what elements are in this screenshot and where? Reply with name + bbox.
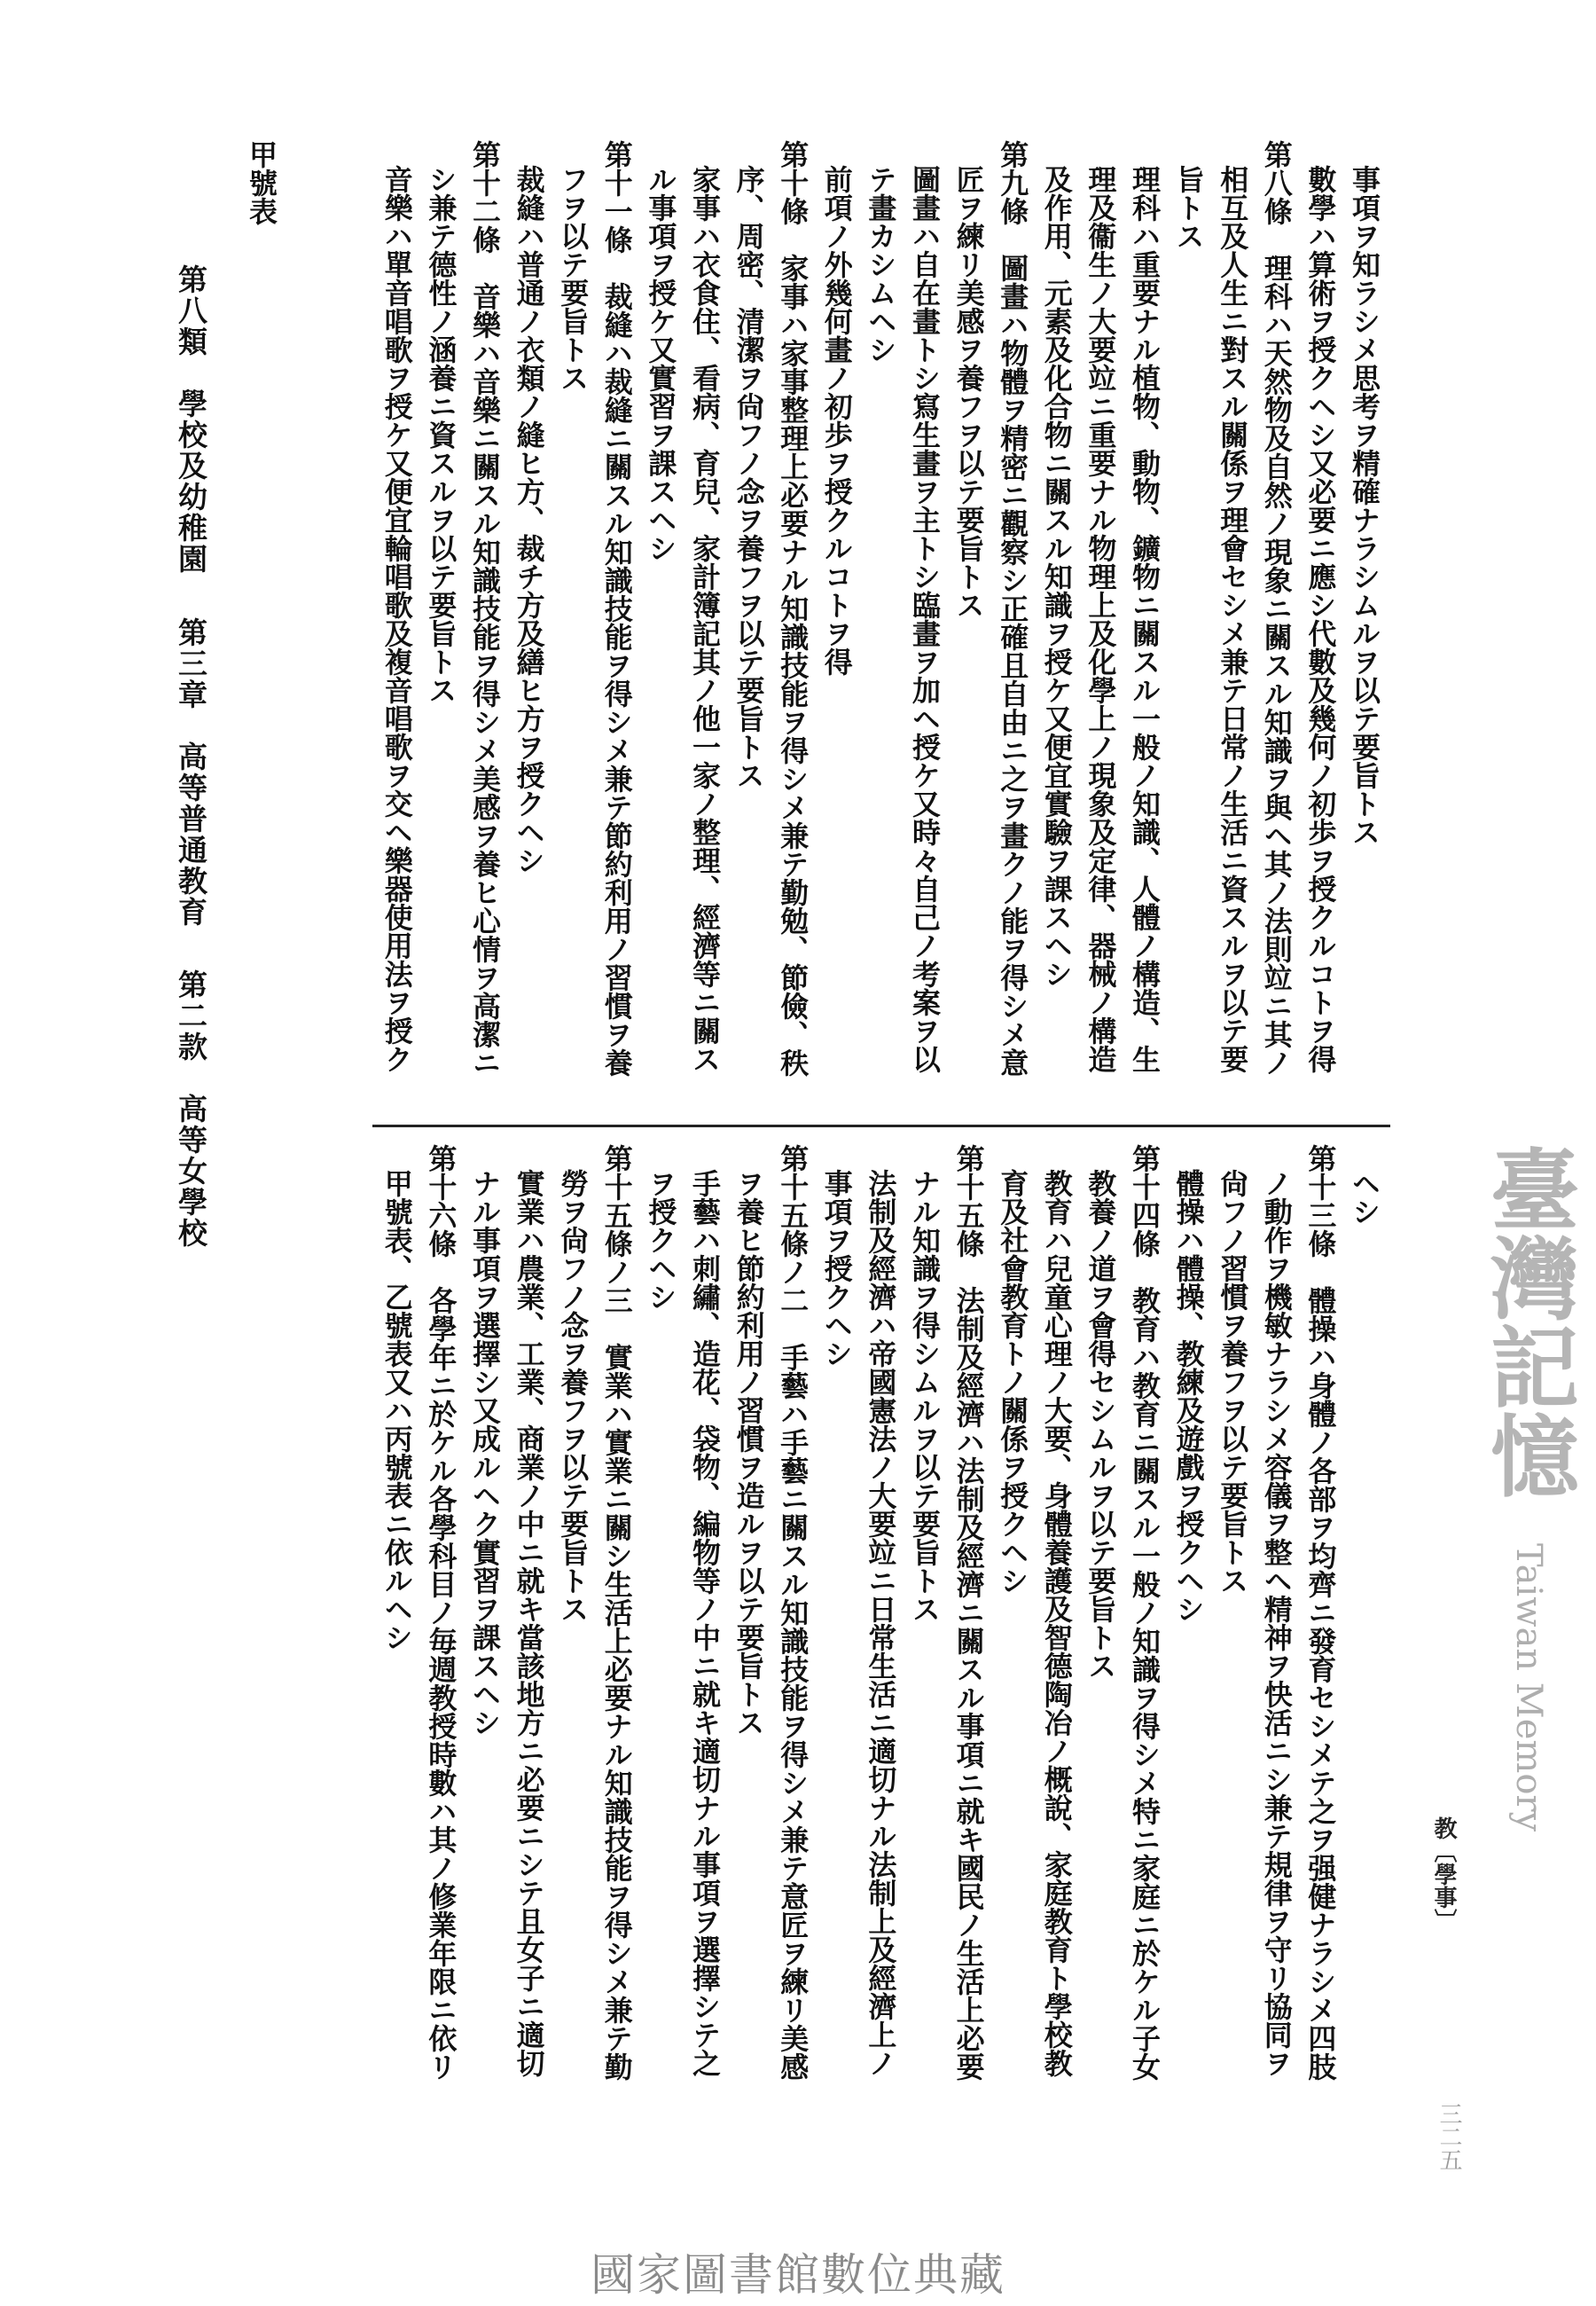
article-heading-column: 第十五條 法制及經濟ハ法制及經濟ニ關スル事項ニ就キ國民ノ生活上必要 bbox=[951, 1144, 986, 2081]
text-column: 序、周密、清潔ヲ尙フノ念ヲ養フヲ以テ要旨トス bbox=[732, 165, 766, 789]
text-column: ヲ授クヘシ bbox=[644, 1169, 678, 1311]
page-number: 三二五 bbox=[1436, 2102, 1462, 2171]
text-column: 尙フノ習慣ヲ養フヲ以テ要旨トス bbox=[1216, 1169, 1250, 1595]
watermark-subtitle: Taiwan Memory bbox=[1508, 1543, 1549, 1832]
text-column: 家事ハ衣食住、看病、育兒、家計簿記其ノ他一家ノ整理、經濟等ニ關ス bbox=[688, 165, 722, 1073]
article-heading-column: 第十五條ノ三 實業ハ實業ニ關シ生活上必要ナル知識技能ヲ得シメ兼テ勤 bbox=[599, 1144, 634, 2081]
article-heading-column: 第十四條 教育ハ教育ニ關スル一般ノ知識ヲ得シメ特ニ家庭ニ於ケル子女 bbox=[1128, 1144, 1162, 2081]
article-heading-column: 第十條 家事ハ家事整理上必要ナル知識技能ヲ得シメ兼テ勤勉、節儉、秩 bbox=[776, 140, 810, 1077]
text-column: 音樂ハ單音唱歌ヲ授ケ又便宜輪唱歌及複音唱歌ヲ交ヘ樂器使用法ヲ授ク bbox=[379, 165, 414, 1073]
text-column: 理科ハ重要ナル植物、動物、鑛物ニ關スル一般ノ知識、人體ノ構造、生 bbox=[1128, 165, 1162, 1073]
text-column: テ畫カシムヘシ bbox=[864, 165, 898, 364]
text-column: ヘシ bbox=[1348, 1169, 1381, 1226]
text-column: 教養ノ道ヲ會得セシムルヲ以テ要旨トス bbox=[1084, 1169, 1118, 1680]
text-column: 體操ハ體操、教練及遊戲ヲ授クヘシ bbox=[1171, 1169, 1206, 1623]
text-column: 裁縫ハ普通ノ衣類ノ縫ヒ方、裁チ方及繕ヒ方ヲ授クヘシ bbox=[512, 165, 546, 875]
running-title-category: 第八類 學校及幼稚園 bbox=[174, 264, 208, 575]
text-column: 匠ヲ練リ美感ヲ養フヲ以テ要旨トス bbox=[951, 165, 986, 619]
running-title bbox=[170, 264, 212, 1279]
watermark-logo: 臺灣記憶 bbox=[1475, 1144, 1580, 1499]
text-column: 及作用、元素及化合物ニ關スル知識ヲ授ケ又便宜實驗ヲ課スヘシ bbox=[1039, 165, 1074, 988]
text-column: ヲ養ヒ節約利用ノ習慣ヲ造ルヲ以テ要旨トス bbox=[732, 1169, 766, 1737]
text-column: 圖畫ハ自在畫トシ寫生畫ヲ主トシ臨畫ヲ加ヘ授ケ又時々自己ノ考案ヲ以 bbox=[908, 165, 942, 1073]
running-title-section: 第二款 高等女學校 bbox=[174, 969, 208, 1249]
text-column: 育及社會教育トノ關係ヲ授クヘシ bbox=[996, 1169, 1030, 1595]
text-column: 旨トス bbox=[1171, 165, 1206, 250]
text-column: ノ動作ヲ機敏ナラシメ容儀ヲ整ヘ精神ヲ快活ニシ兼テ規律ヲ守リ協同ヲ bbox=[1259, 1169, 1294, 2077]
text-column: シ兼テ德性ノ涵養ニ資スルヲ以テ要旨トス bbox=[424, 165, 458, 704]
text-column: 勞ヲ尙フノ念ヲ養フヲ以テ要旨トス bbox=[556, 1169, 591, 1623]
text-column: 數學ハ算術ヲ授クヘシ又必要ニ應シ代數及幾何ノ初歩ヲ授クルコトヲ得 bbox=[1303, 165, 1338, 1073]
article-heading-column: 第九條 圖畫ハ物體ヲ精密ニ觀察シ正確且自由ニ之ヲ畫クノ能ヲ得シメ意 bbox=[996, 140, 1030, 1077]
table-label: 甲號表 bbox=[245, 140, 278, 225]
text-column: ナル知識ヲ得シムルヲ以テ要旨トス bbox=[908, 1169, 942, 1623]
text-column: 甲號表、乙號表又ハ丙號表ニ依ルヘシ bbox=[379, 1169, 414, 1651]
footer-credit: 國家圖書館數位典藏 bbox=[591, 2249, 1005, 2301]
article-heading-column: 第八條 理科ハ天然物及自然ノ現象ニ關スル知識ヲ與ヘ其ノ法則竝ニ其ノ bbox=[1259, 140, 1294, 1077]
text-column: 事項ヲ授クヘシ bbox=[819, 1169, 854, 1368]
section-divider-line bbox=[372, 1125, 1390, 1127]
text-column: ル事項ヲ授ケ又實習ヲ課スヘシ bbox=[644, 165, 678, 562]
article-heading-column: 第十六條 各學年ニ於ケル各學科目ノ毎週教授時數ハ其ノ修業年限ニ依リ bbox=[424, 1144, 458, 2081]
article-heading-column: 第十三條 體操ハ身體ノ各部ヲ均齊ニ發育セシメテ之ヲ强健ナラシメ四肢 bbox=[1303, 1144, 1338, 2081]
text-column: ナル事項ヲ選擇シ又成ルヘク實習ヲ課スヘシ bbox=[468, 1169, 502, 1737]
running-title-chapter: 第三章 高等普通教育 bbox=[174, 616, 208, 928]
section-header-mark: 教〔學事〕 bbox=[1430, 1816, 1457, 1932]
article-heading-column: 第十二條 音樂ハ音樂ニ關スル知識技能ヲ得シメ美感ヲ養ヒ心情ヲ高潔ニ bbox=[468, 140, 502, 1077]
text-column: フヲ以テ要旨トス bbox=[556, 165, 591, 392]
text-column: 前項ノ外幾何畫ノ初歩ヲ授クルコトヲ得 bbox=[819, 165, 854, 676]
article-heading-column: 第十一條 裁縫ハ裁縫ニ關スル知識技能ヲ得シメ兼テ節約利用ノ習慣ヲ養 bbox=[599, 140, 634, 1077]
article-heading-column: 第十五條ノ二 手藝ハ手藝ニ關スル知識技能ヲ得シメ兼テ意匠ヲ練リ美感 bbox=[776, 1144, 810, 2081]
text-column: 事項ヲ知ラシメ思考ヲ精確ナラシムルヲ以テ要旨トス bbox=[1348, 165, 1381, 846]
text-column: 相互及人生ニ對スル關係ヲ理會セシメ兼テ日常ノ生活ニ資スルヲ以テ要 bbox=[1216, 165, 1250, 1073]
text-column: 實業ハ農業、工業、商業ノ中ニ就キ當該地方ニ必要ニシテ且女子ニ適切 bbox=[512, 1169, 546, 2077]
text-column: 手藝ハ刺繡、造花、袋物、編物等ノ中ニ就キ適切ナル事項ヲ選擇シテ之 bbox=[688, 1169, 722, 2077]
text-column: 理及衞生ノ大要竝ニ重要ナル物理上及化學上ノ現象及定律、器械ノ構造 bbox=[1084, 165, 1118, 1073]
text-column: 法制及經濟ハ帝國憲法ノ大要竝ニ日常生活ニ適切ナル法制上及經濟上ノ bbox=[864, 1169, 898, 2077]
text-column: 教育ハ兒童心理ノ大要、身體養護及智德陶冶ノ概說、家庭教育ト學校教 bbox=[1039, 1169, 1074, 2077]
